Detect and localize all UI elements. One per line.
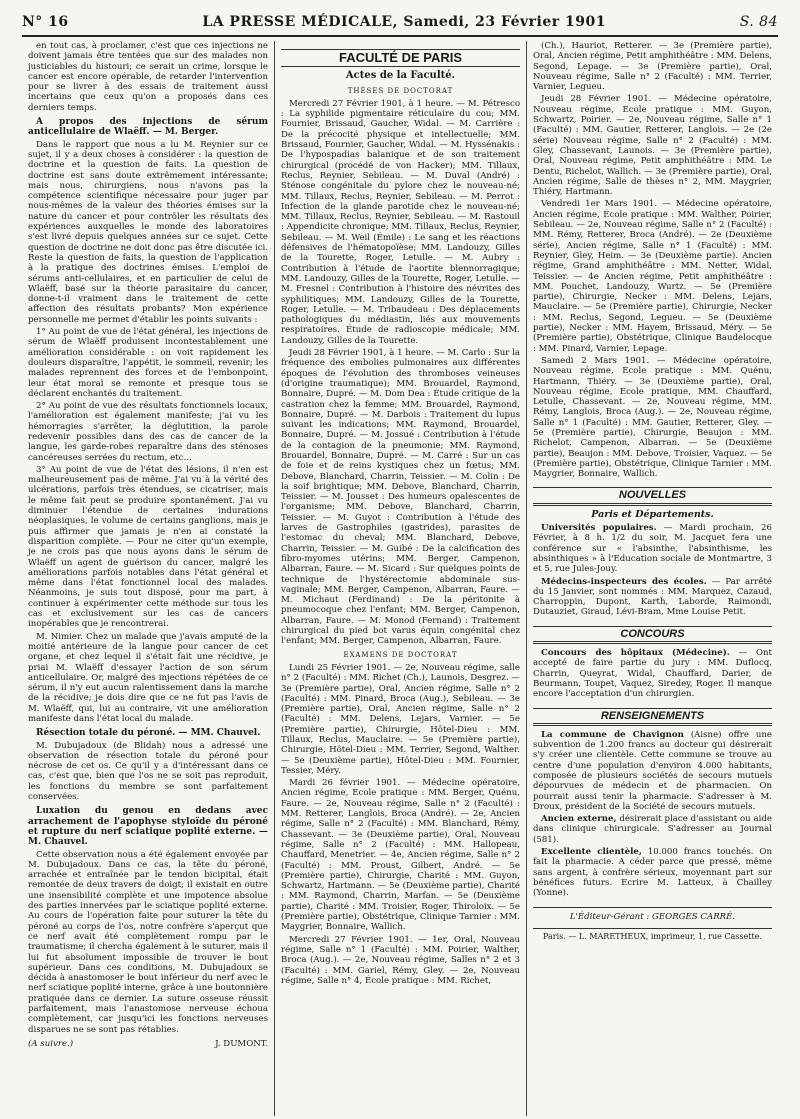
page-number: S. 84 [739,14,778,30]
printer-line: Paris. — L. MARETHEUX, imprimeur, 1, rue Cassette. [533,928,772,942]
news-title: Concours des hôpitaux (Médecine). [541,648,730,659]
heading-wlaeff: A propos des injections de sérum anticellulaire de Wlaëff. — M. Berger. [28,117,268,138]
paragraph: Mercredi 27 Février 1901, à 1 heure. — M. Pétresco : La syphilide pigmentaire réticulaire du cou; MM. Fournier, Brissaud, Gaucher, Widal. — M. Carrière : De la précocité physique et intellectuelle; MM. Brissaud, Fournier, Gaucher, Widal. — M. Hyssénakis : De l'hypospadias balanique et de son traitement chirurgical (procédé de von Hacker); MM. Tillaux, Reclus, Reynier, Sebileau. — M. Duval (André) : Sténose congénitale du pylore chez le nouveau-né; MM. Tillaux, Reclus, Reynier, Sebileau. — M. Perrot : Infection de la glande parotide chez le nouveau-né; MM. Tillaux, Reclus, Reynier, Sebileau. — M. Rastouil : Appendicite chronique; MM. Tillaux, Reclus, Reynier, Sebileau. — M. Weil (Émile) : Le sang et les réactions défensives de l'hématopoïèse; MM. Landouzy, Gilles de la Tourette, Roger, Letulle. — M. Aubry : Contribution à l'étude de l'aortite blennorragique; MM. Landouzy, Gilles de la Tourette, Roger, Letulle. — M. Fresnel : Contribution à l'histoire des névrites des syphilitiques; MM. Landouzy, Gilles de la Tourette, Roger, Letulle. — M. Tribaudeau : Des déplacements pathologiques du médiastin, liés aux mouvements respiratoires. Étude de radioscopie médicale; MM. Landouzy, Gilles de la Tourette. [281,98,520,346]
column-2 [274,41,526,1116]
paragraph: Samedi 2 Mars 1901. — Médecine opératoire, Nouveau régime, Ecole pratique : MM. Quénu, Hartmann, Thiéry. — 3e (Deuxième partie), Oral, Nouveau régime, Ecole pratique, MM. Chauffard, Letulle, Chassevant. — 2e, Nouveau régime, MM. Rémy, Langlois, Broca (Aug.). — 2e, Nouveau régime, Salle n° 1 (Faculté) : MM. Gautier, Retterer, Gley. — 5e (Première partie), Chirurgie, Beaujon : MM. Richelot, Campenon, Albarran. — 5e (Deuxième partie), Beaujon : MM. Debove, Troisier, Vaquez. — 5e (Première partie), Obstétrique, Clinique Tarnier : MM. Maygrier, Bonnaire, Wallich. [533,355,772,480]
column-3 [526,41,778,1116]
journal-title: LA PRESSE MÉDICALE, Samedi, 23 Février 1901 [202,14,606,30]
heading-perone: Résection totale du péroné. — MM. Chauvel. [36,728,261,739]
author: J. DUMONT. [215,1038,268,1049]
paragraph: Dans le rapport que nous a lu M. Reynier sur ce sujet, il y a deux choses à considérer : la question de doctrine et la question de faits. La question de doctrine est sans doute extrêmement intéressante; mais nous, chirurgiens, nous n'avons pas la compétence scientifique nécessaire pour juger par nous-mêmes de la valeur des théories émises sur la nature du cancer et pour contrôler les résultats des expériences auxquelles le monde des laboratoires s'est livré depuis quelques années sur ce sujet. Cette question de doctrine ne doit donc pas être discutée ici. Reste la question de faits, la question de l'application à la pratique des doctrines émises. L'emploi de sérums anti-cellulaires, et en particulier de celui de Wlaëff, basé sur la théorie parasitaire du cancer, donne-t-il vraiment dans le traitement de cette affection des résultats probants? Mon expérience personnelle me permet d'établir les points suivants : [28,139,268,325]
news-title: La commune de Chavignon [541,729,684,740]
theses-heading: THÈSES DE DOCTORAT [347,86,454,95]
a-suivre: (A suivre.) [28,1038,74,1049]
news-title: Médecins-inspecteurs des écoles. [541,576,707,587]
paragraph: 2° Au point de vue des résultats fonctionnels locaux, l'amélioration est également manifeste; j'ai vu les hémorragies s'arrêter, la déglutition, la parole redevenir possibles dans des cas de cancer de la langue, les garde-robes reparaître dans des sténoses cancéreuses serrées du rectum, etc... [28,401,268,463]
paragraph: Lundi 25 Février 1901. — 2e, Nouveau régime, salle n° 2 (Faculté) : MM. Richet (Ch.), Launois, Desgrez. — 3e (Première partie), Oral, Ancien régime, Salle n° 2 (Faculté) : MM. Pinard, Broca (Aug.), Sebileau. — 3e (Première partie), Oral, Ancien régime, Salle n° 2 (Faculté) : MM. Delens, Lejars, Varnier. — 5e (Première partie), Chirurgie, Hôtel-Dieu : MM. Tillaux, Reclus, Mauclaire. — 5e (Première partie), Chirurgie, Hôtel-Dieu : MM. Terrier, Segond, Walther. — 5e (Deuxième partie), Hôtel-Dieu : MM. Fournier, Tessier, Méry. [281,662,520,776]
news-title: Universités populaires. [541,523,657,534]
news-body: (Aisne) offre une subvention de 1.200 francs au docteur qui désirerait s'y créer une clientèle. Cette commune se trouve au centre d'une population d'environ 4.000 habitants, composée de plusieurs sociétés de secours mutuels dépourvues de médecin et de pharmacien. On pourrait aussi tenir la pharmacie. S'adresser à M. Droux, président de la Société de secours mutuels. [533,729,772,812]
section-title-faculte: FACULTÉ DE PARIS [281,49,520,67]
paragraph: Jeudi 28 Février 1901. — Médecine opératoire, Nouveau régime, Ecole pratique : MM. Guyon, Schwartz, Poirier. — 2e, Nouveau régime, Salle n° 1 (Faculté) : MM. Gautier, Retterer, Langlois. — 2e (2e série) Nouveau régime, Salle n° 2 (Faculté) : MM. Gley, Chassevant, Launois. — 3e (Première partie), Oral, Nouveau régime, Petit amphithéâtre : MM. Le Dentu, Richelot, Wallich. — 3e (Première partie), Oral, Ancien régime, Salle de thèses n° 2, MM. Maygrier, Thiéry, Hartmann. [533,94,772,198]
paragraph: (Ch.), Hauriot, Retterer. — 3e (Première partie), Oral, Ancien régime, Petit amphithéâtre : MM. Delens, Segond, Lepage. — 3e (Première partie), Oral, Nouveau régime, Salle n° 2 (Faculté) : MM. Terrier, Varnier, Legueu. [533,41,772,93]
paragraph: Jeudi 28 Février 1901, à 1 heure. — M. Carlo : Sur la fréquence des embolies pulmonaires aux différentes époques de l'évolution des thromboses veineuses (d'origine traumatique); MM. Brouardel, Raymond, Bonnaire, Dupré. — M. Dom Dea : Étude critique de la castration chez la femme; MM. Brouardel, Raymond, Bonnaire, Dupré. — M. Darbois : Traitement du lupus suivant les indications; MM. Raymond, Brouardel, Bonnaire, Dupré. — M. Jossué : Contribution à l'étude de la contagion de la pneumonie; MM. Raymond, Brouardel, Bonnaire, Dupré. — M. Carré : Sur un cas de foie et de reins kystiques chez un fœtus; MM. Debove, Blanchard, Charrin, Teissier. — M. Colin : De la soif brightique; MM. Debove, Blanchard, Charrin, Teissier. — M. Jousset : Des humeurs opalescentes de l'organisme; MM. Debove, Blanchard, Charrin, Teissier. — M. Guyot : Contribution à l'étude des larves de Gastrophiles (gastrides), parasites de l'estomac du cheval; MM. Blanchard, Debove, Charrin, Teissier. — M. Guibé : De la calcification des fibro-myomes utérins; MM. Berger, Campenon, Albarran, Faure. — M. Sicard : Sur quelques points de technique de l'hystérectomie abdominale sus-vaginale; MM. Berger, Campenon, Albarran, Faure. — M. Michaut (Ferdinand) : De la péritonite à pneumocoque chez l'enfant; MM. Berger, Campenon, Albarran, Faure. — M. Monod (Fernand) : Traitement chirurgical du pied bot varus équin congénital chez l'enfant; MM. Berger, Campenon, Albarran, Faure. [281,348,520,647]
examens-heading: EXAMENS DE DOCTORAT [343,650,458,659]
subhead-paris: Paris et Départements. [591,508,714,520]
column-1 [22,41,274,1116]
paragraph: Mercredi 27 Février 1901. — 1er, Oral, Nouveau régime, Salle n° 1 (Faculté) : MM. Poirier, Walther, Broca (Aug.). — 2e, Nouveau régime, Salles n° 2 et 3 (Faculté) : MM. Gariel, Rémy, Gley. — 2e, Nouveau régime, Salle n° 4, École pratique : MM. Richet, [281,934,520,986]
section-renseignements: RENSEIGNEMENTS [533,708,772,726]
paragraph: 3° Au point de vue de l'état des lésions, il n'en est malheureusement pas de même. J'ai vu à la vérité des ulcérations, parfois très étendues, se cicatriser, mais le même fait peut se produire spontanément. J'ai vu diminuer l'étendue de certaines indurations néoplasiques, le volume de certains ganglions, mais je puis affirmer que jamais je n'en ai constaté la disparition complète. — Pour ne citer qu'un exemple, je ne crois pas que nous ayons dans le sérum de Wlaëff un agent de guérison du cancer, malgré les améliorations parfois notables dans l'état général et même dans l'état fonctionnel local des malades. Néanmoins, je suis tout disposé, pour ma part, à continuer à expérimenter cette méthode sur tous les cas et exclusivement sur les cas de cancers inopérables que je rencontrerai. [28,464,268,630]
news-title: Excellente clientèle, [541,847,642,858]
news-item [533,814,772,845]
news-title: Ancien externe, [541,814,617,825]
news-body: désirerait place d'assistant ou aide dans clinique chirurgicale. S'adresser au Journal (581). [533,814,772,845]
page-header [22,14,778,30]
news-item [533,730,772,812]
columns [22,41,778,1116]
signature-line [28,1039,268,1049]
paragraph: Mardi 26 février 1901. — Médecine opératoire, Ancien régime, Ecole pratique : MM. Berger, Quénu, Faure. — 2e, Nouveau régime, Salle n° 2 (Faculté) : MM. Retterer, Langlois, Broca (André). — 2e, Ancien régime, Salle n° 2 (Faculté) : MM. Blanchard, Rémy, Chassevant. — 3e (Deuxième partie), Oral, Nouveau régime, Salle n° 2 (Faculté) : MM. Hallopeau, Chauffard, Menetrier. — 4e, Ancien régime, Salle n° 2 (Faculté) : MM. Proust, Gilbert, André. — 5e (Première partie), Chirurgie, Charité : MM. Guyon, Schwartz, Hartmann. — 5e (Deuxième partie), Charité : MM. Raymond, Charrin, Marfan. — 5e (Deuxième partie), Charité : MM. Troisier, Roger, Thiroloix. — 5e (Première partie), Obstétrique, Clinique Tarnier : MM. Maygrier, Bonnaire, Wallich. [281,778,520,933]
paragraph: Vendredi 1er Mars 1901. — Médecine opératoire, Ancien régime, École pratique : MM. Walther, Poirier, Sebileau. — 2e, Nouveau régime, Salle n° 2 (Faculté) : MM. Rémy, Retterer, Broca (André). — 2e (Deuxième série), Ancien régime, Salle n° 1 (Faculté) : MM. Reynier, Gley, Heim. — 3e (Deuxième partie). Ancien régime, Grand amphithéâtre : MM. Netter, Widal, Teissier. — 4e Ancien régime, Petit amphithéâtre : MM. Pouchet, Landouzy, Wurtz. — 5e (Première partie), Chirurgie, Necker : MM. Delens, Lejars, Mauclaire. — 5e (Première partie), Chirurgie, Necker : MM. Reclus, Segond, Legueu. — 5e (Deuxième partie), Necker : MM. Hayem, Brissaud, Méry. — 5e (Première partie), Obstétrique, Clinique Baudelocque : MM. Pinard, Varnier, Lepage. [533,199,772,354]
news-item [533,577,772,618]
news-body: — Mardi prochain, 26 Février, à 8 h. 1/2 du soir, M. Jacquet fera une conférence sur « l'absinthe, l'absinthisme, les absinthiques » à l'Education sociale de Montmartre, 3 et 5, rue Jules-Jouy. [533,523,772,575]
news-body: — Ont accepté de faire partie du jury : MM. Duflocq, Charrin, Queyrat, Widal, Chauffard, Darier, de Beurmann, Toupet, Vaquez, Siredey, Roger. Il manque encore l'acceptation d'un chirurgien. [533,648,773,700]
intro-paragraph: en tout cas, à proclamer, c'est que ces injections ne doivent jamais être tentées que sur des malades non justiciables du histouri; ce serait un crime, lorsque le cancer est encore opérable, de retarder l'intervention pour se livrer à des essais de traitement aussi incertains que ceux qu'on a proposés dans ces derniers temps. [28,41,268,113]
news-body: 10.000 francs touchés. On fait la pharmacie. A céder parce que pressé, même sans argent, à confrère sérieux, moyennant part sur bénéfices futurs. Ecrire M. Latteux, à Chailley (Yonne). [533,847,773,899]
paragraph: M. Dubujadoux (de Blidah) nous a adressé une observation de résection totale du péroné pour nécrose de cet os. Ce qu'il y a d'intéressant dans ce cas, c'est que, bien que l'os ne se soit pas reproduit, les fonctions du membre se sont parfaitement conservées. [28,740,268,803]
news-item [533,648,772,699]
news-item [533,523,772,574]
issue-number: N° 16 [22,14,69,30]
news-body: — Par arrêté du 15 Janvier, sont nommés : MM. Marquez, Cazaud, Charroppin, Dupont, Karth, Laborde, Raimondi, Dutauziet, Giraud, Lévi-Bram, Mme Louise Petit. [533,576,773,618]
paragraph: 1° Au point de vue de l'état général, les injections de sérum de Wlaëff produisent incontestablement une amélioration considérable : on voit rapidement les douleurs disparaître, l'appétit, le sommeil, revenir; les malades reprennent des forces et de l'embonpoint, leur état moral se remonte et presque tous se déclarent enchantés du traitement. [28,327,268,399]
section-nouvelles: NOUVELLES [533,487,772,505]
subtitle-actes: Actes de la Faculté. [345,70,456,82]
editor-line: L'Éditeur-Gérant : GEORGES CARRÉ. [533,907,772,922]
heading-luxation: Luxation du genou en dedans avec arrachement de l'apophyse styloïde du péroné et rupture du nerf sciatique poplité externe. — M. Chauvel. [28,806,268,848]
paragraph: Cette observation nous a été également envoyée par M. Dubujadoux. Dans ce cas, la tête du péroné, arrachée et entraînée par le tendon bicipital, était remontée de deux travers de doigt; il existait en outre une insensibilité complète et une impotence absolue des parties innervées par le sciatique poplité externe. Au cours de l'opération faite pour suturer la tête du péroné au corps de l'os, notre confrère s'aperçut que ce nerf avait été complètement rompu par le traumatisme; il chercha également à le suturer, mais il lui fut absolument impossible de trouver le bout supérieur. Dans ces conditions, M. Dubujadoux se décida à anastomoser le bout inférieur du nerf avec le nerf sciatique poplité interne, grâce à une boutonnière pratiquée dans ce dernier. La suture osseuse réussit parfaitement, mais l'anastomose nerveuse échoua complètement, car jusqu'ici les fonctions nerveuses disparues ne se sont pas rétablies. [28,849,268,1035]
section-concours: CONCOURS [533,626,772,644]
news-item [533,847,772,898]
paragraph: M. Nimier. Chez un malade que j'avais amputé de la moitié antérieure de la langue pour cancer de cet organe, et chez lequel il s'était fait une récidive, je priai M. Wlaëff d'essayer l'action de son sérum anticellulaire. Or, malgré des injections répétées de ce sérum, il n'y eut aucun ralentissement dans la marche de la récidive; je dois dire que ce ne fut pas l'avis de M. Wlaëff, qui, lui au contraire, vit une amélioration manifeste dans l'état local du malade. [28,631,268,724]
header-rule [22,35,778,37]
